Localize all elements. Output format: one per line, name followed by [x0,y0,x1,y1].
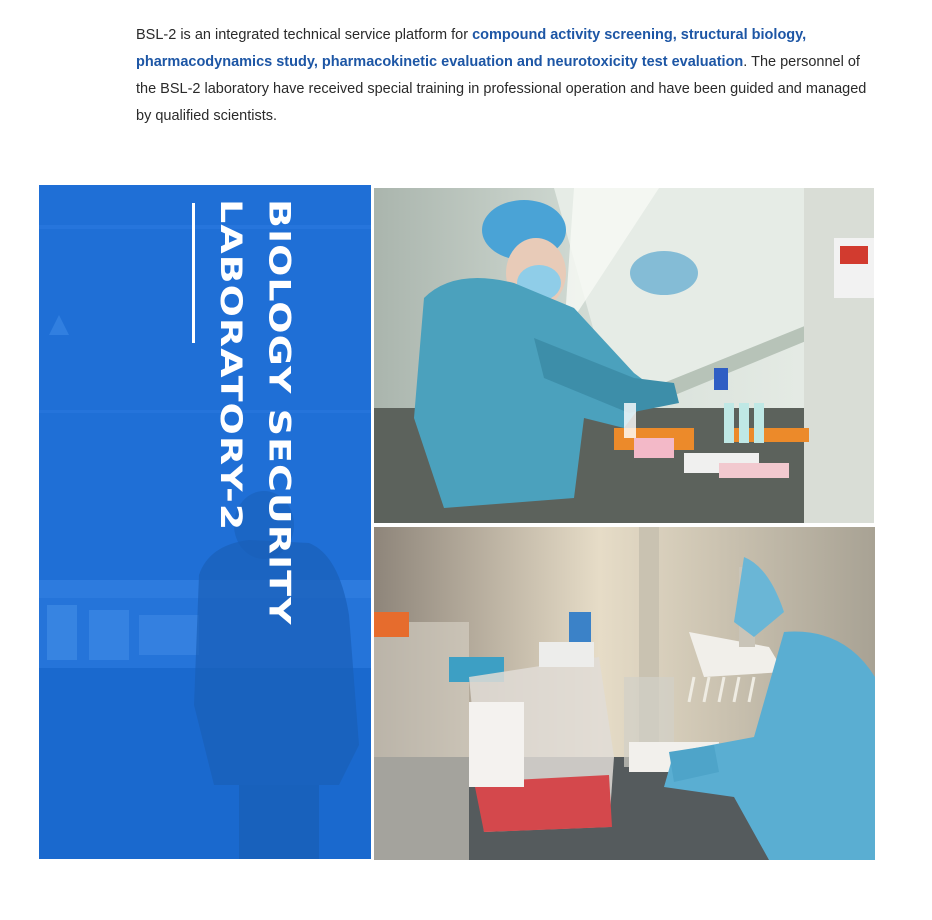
panel-title-line-2: LABORATORY-2 [214,199,249,532]
pipette-culture-flask-photo [374,527,875,860]
intro-paragraph [136,22,878,130]
lab-worker-fume-hood-photo [374,188,874,523]
lab-worker-silhouette-image [39,185,371,859]
intro-text-start: BSL-2 is an integrated technical service platform for [136,27,473,43]
intro-text-end: . The personnel of the BSL-2 laboratory have received special training in professional operation and have been guided and managed by qualified scientists. [136,54,867,124]
panel-title [207,199,304,626]
title-divider-line [192,203,195,343]
intro-highlight: compound activity screening, structural biology, pharmacodynamics study, pharmacokinetic evaluation and neurotoxicity test evaluation [136,27,807,70]
lab-title-panel [39,185,371,859]
panel-title-line-1: BIOLOGY SECURITY [262,199,297,626]
